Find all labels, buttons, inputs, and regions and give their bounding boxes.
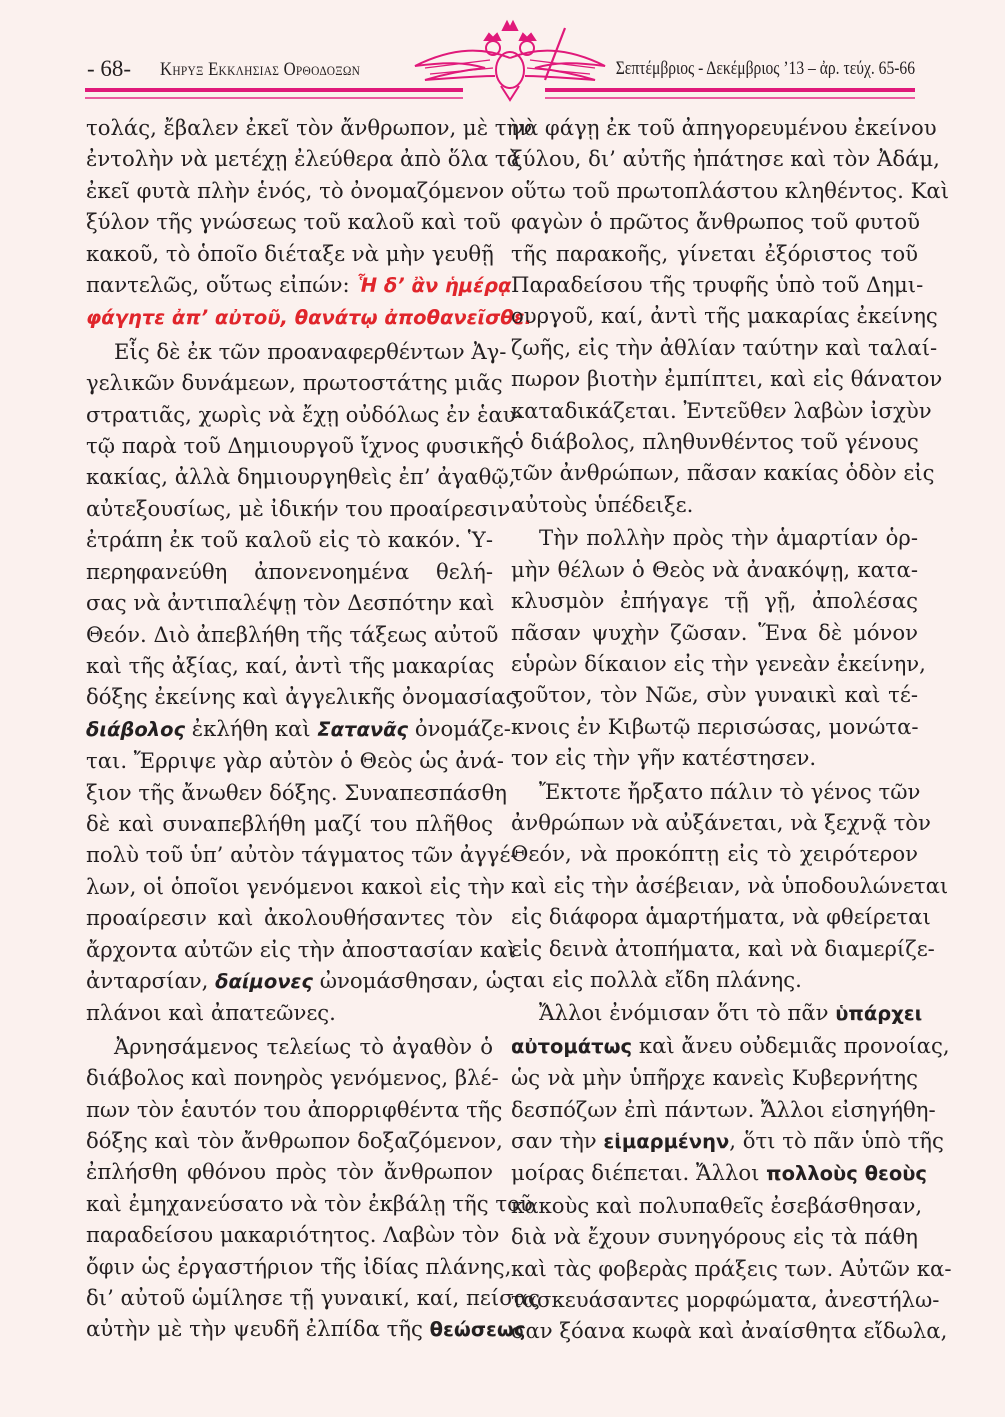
text-line: γελικῶν δυνάμεων, πρωτοστάτης μιᾶς	[86, 370, 503, 396]
paragraph	[511, 776, 949, 996]
emphasis-term: αὐτομάτως	[511, 1034, 633, 1058]
text-line: κακίας, ἀλλὰ δημιουργηθεὶς ἐπ’ ἀγαθῷ,	[86, 464, 516, 490]
text-line: ἐκεῖ φυτὰ πλὴν ἑνός, τὸ ὀνομαζόμενον	[86, 177, 505, 203]
emphasis-term: ὑπάρχει	[835, 1002, 923, 1026]
page-number: - 68-	[87, 56, 132, 81]
text-line: οὕτω τοῦ πρωτοπλάστου κληθέντος. Καὶ	[511, 177, 950, 203]
text-line	[86, 301, 532, 333]
text-line: ὄφιν ὡς ἐργαστήριον τῆς ἰδίας πλάνης,	[86, 1253, 512, 1279]
text-line: ὡς νὰ μὴν ὑπῆρχε κανεὶς Κυβερνήτης	[511, 1065, 918, 1091]
text-line: ξύλον τῆς γνώσεως τοῦ καλοῦ καὶ τοῦ	[86, 209, 501, 235]
emphasis-term: εἱμαρμένην	[603, 1130, 730, 1153]
text-line: ται. Ἔρριψε γὰρ αὐτὸν ὁ Θεὸς ὡς ἀνά-	[86, 748, 504, 774]
text-line: τοῦτον, τὸν Νῶε, σὺν γυναικὶ καὶ τέ-	[511, 682, 918, 708]
text-line: ἐντολὴν νὰ μετέχῃ ἐλεύθερα ἀπὸ ὅλα τὰ	[86, 146, 521, 172]
text-line: καὶ ἐμηχανεύσατο νὰ τὸν ἐκβάλῃ τῆς τοῦ	[86, 1190, 533, 1216]
text-line: Ἀρνησάμενος τελείως τὸ ἀγαθὸν ὁ	[114, 1033, 493, 1059]
text-line: ξύλου, δι’ αὐτῆς ἠπάτησε καὶ τὸν Ἀδάμ,	[511, 146, 940, 172]
text-line: καὶ εἰς τὴν ἀσέβειαν, νὰ ὑποδουλώνεται	[511, 872, 949, 898]
text-line: τῆς παρακοῆς, γίνεται ἐξόριστος τοῦ	[511, 240, 918, 266]
text-line: ουργοῦ, καί, ἀντὶ τῆς μακαρίας ἐκείνης	[511, 303, 938, 329]
text-line: παραδείσου μακαριότητος. Λαβὼν τὸν	[86, 1222, 500, 1248]
emphasis-term: δαίμονες	[215, 969, 313, 993]
paragraph	[511, 112, 950, 520]
paragraph	[511, 997, 952, 1346]
text-line: τῷ παρὰ τοῦ Δημιουργοῦ ἴχνος φυσικῆς	[86, 433, 515, 459]
text-line: περηφανεύθη ἀπονενοημένα θελή-	[86, 558, 493, 584]
paragraph	[511, 522, 926, 773]
text-line: πᾶσαν ψυχὴν ζῶσαν. Ἕνα δὲ μόνον	[511, 619, 918, 645]
text-line: Θεόν, νὰ προκόπτῃ εἰς τὸ χειρότερον	[511, 841, 918, 867]
text-line: δὲ καὶ συναπεβλήθη μαζί του πλῆθος	[86, 810, 493, 836]
text-line: πολὺ τοῦ ὑπ’ αὐτὸν τάγματος τῶν ἀγγέ-	[86, 842, 518, 868]
text-line	[86, 1313, 526, 1345]
text-line: εἰς δεινὰ ἀτοπήματα, καὶ νὰ διαμερίζε-	[511, 935, 935, 961]
right-column	[511, 112, 952, 1349]
journal-title: Κηρυξ Εκκλησιας Ορθοδοξων	[160, 59, 361, 80]
emphasis-term: Σατανᾶς	[317, 717, 409, 741]
double-headed-eagle-icon	[405, 18, 615, 103]
text-run: αὐτὴν μὲ τὴν ψευδῆ ἐλπίδα τῆς	[86, 1316, 430, 1342]
text-line	[511, 997, 923, 1029]
text-line: φαγὼν ὁ πρῶτος ἄνθρωπος τοῦ φυτοῦ	[511, 209, 921, 235]
text-line	[86, 269, 512, 301]
text-line: Θεόν. Διὸ ἀπεβλήθη τῆς τάξεως αὐτοῦ	[86, 621, 499, 647]
text-line: τολάς, ἔβαλεν ἐκεῖ τὸν ἄνθρωπον, μὲ τὴν	[86, 115, 533, 140]
text-line	[511, 1030, 950, 1062]
text-line	[511, 1157, 927, 1189]
text-run: μοίρας διέπεται. Ἄλλοι	[511, 1160, 767, 1186]
text-line: κακοῦ, τὸ ὁποῖο διέταξε νὰ μὴν γευθῇ	[86, 240, 494, 266]
text-line: ἀνθρώπων νὰ αὐξάνεται, νὰ ξεχνᾷ τὸν	[511, 809, 931, 835]
text-line: νὰ φάγῃ ἐκ τοῦ ἀπηγορευμένου ἐκείνου	[511, 115, 937, 140]
text-line: δεσπόζων ἐπὶ πάντων. Ἄλλοι εἰσηγήθη-	[511, 1096, 936, 1122]
text-line: πλάνοι καὶ ἀπατεῶνες.	[86, 1000, 336, 1026]
text-line: εἰς διάφορα ἁμαρτήματα, νὰ φθείρεται	[511, 904, 931, 930]
text-run: ὠνομάσθησαν, ὡς	[312, 967, 515, 993]
text-line: κλυσμὸν ἐπήγαγε τῇ γῇ, ἀπολέσας	[511, 588, 918, 614]
text-line: διάβολος καὶ πονηρὸς γενόμενος, βλέ-	[86, 1065, 499, 1091]
text-run: παντελῶς, οὕτως εἰπών:	[86, 272, 350, 298]
text-line: ται εἰς πολλὰ εἴδη πλάνης.	[511, 966, 802, 992]
text-line: δι’ αὐτοῦ ὡμίλησε τῇ γυναικί, καί, πείσας	[86, 1285, 540, 1311]
text-line: δόξης καὶ τὸν ἄνθρωπον δοξαζόμενον,	[86, 1128, 503, 1153]
text-line: διὰ νὰ ἔχουν συνηγόρους εἰς τὰ πάθη	[511, 1224, 918, 1250]
scripture-quote: Ἧ δ’ ἂν ἡμέρᾳ	[356, 274, 512, 298]
text-line: ζωῆς, εἰς τὴν ἀθλίαν ταύτην καὶ ταλαί-	[511, 334, 938, 360]
emphasis-term: διάβολος	[86, 717, 186, 741]
text-run: ἐκλήθη καὶ	[185, 715, 318, 741]
paragraph	[86, 1031, 540, 1346]
text-line: τῶν ἀνθρώπων, πᾶσαν κακίας ὁδὸν εἰς	[511, 460, 935, 486]
text-line	[86, 713, 511, 745]
text-line	[86, 965, 515, 997]
text-line: προαίρεσιν καὶ ἀκολουθήσαντες τὸν	[86, 905, 493, 931]
text-line: πων τὸν ἑαυτόν του ἀπορριφθέντα τῆς	[86, 1096, 503, 1122]
text-line: Εἷς δὲ ἐκ τῶν προαναφερθέντων Ἀγ-	[114, 338, 507, 364]
text-line: κνοις ἐν Κιβωτῷ περισώσας, μονώτα-	[511, 713, 919, 739]
text-run: καὶ ἄνευ οὐδεμιᾶς προνοίας,	[632, 1032, 950, 1058]
text-line: ἄρχοντα αὐτῶν εἰς τὴν ἀποστασίαν καὶ	[86, 936, 516, 962]
text-line: καταδικάζεται. Ἐντεῦθεν λαβὼν ἰσχὺν	[511, 397, 932, 423]
text-line: σαν ξόανα κωφὰ καὶ ἀναίσθητα εἴδωλα,	[511, 1318, 948, 1344]
text-line: ὁ διάβολος, πληθυνθέντος τοῦ γένους	[511, 429, 919, 455]
text-line: δόξης ἐκείνης καὶ ἀγγελικῆς ὀνομασίας,	[86, 684, 525, 710]
emphasis-term: πολλοὺς θεοὺς	[766, 1162, 927, 1186]
text-line: σας νὰ ἀντιπαλέψῃ τὸν Δεσπότην καὶ	[86, 590, 495, 616]
text-run: , ὅτι τὸ πᾶν ὑπὸ τῆς	[729, 1128, 944, 1153]
text-line: Παραδείσου τῆς τρυφῆς ὑπὸ τοῦ Δημι-	[511, 272, 924, 298]
paragraph	[86, 112, 533, 334]
text-line: καὶ τῆς ἀξίας, καί, ἀντὶ τῆς μακαρίας	[86, 652, 495, 678]
text-line: ἐπλήσθη φθόνου πρὸς τὸν ἄνθρωπον	[86, 1159, 493, 1185]
issue-info: Σεπτέμβριος - Δεκέμβριος ’13 – ἀρ. τεύχ. 65-66	[615, 58, 915, 79]
text-line: ξιον τῆς ἄνωθεν δόξης. Συναπεσπάσθη	[86, 779, 507, 805]
scripture-quote: φάγητε ἀπ’ αὐτοῦ, θανάτῳ ἀποθανεῖσθε.	[86, 306, 532, 330]
text-line: μὴν θέλων ὁ Θεὸς νὰ ἀνακόψῃ, κατα-	[511, 556, 918, 582]
text-line: καὶ τὰς φοβερὰς πράξεις των. Αὐτῶν κα-	[511, 1255, 952, 1281]
text-line: ἐτράπη ἐκ τοῦ καλοῦ εἰς τὸ κακόν. Ὑ-	[86, 527, 493, 553]
text-run: Ἄλλοι ἐνόμισαν ὅτι τὸ πᾶν	[539, 1000, 836, 1026]
paragraph	[86, 336, 525, 1029]
text-line: εὑρὼν δίκαιον εἰς τὴν γενεὰν ἐκείνην,	[511, 650, 926, 676]
text-line: αὐτοὺς ὑπέδειξε.	[511, 491, 694, 517]
text-line: Τὴν πολλὴν πρὸς τὴν ἁμαρτίαν ὁρ-	[539, 525, 918, 551]
text-line: λων, οἱ ὁποῖοι γενόμενοι κακοὶ εἰς τὴν	[86, 873, 505, 899]
text-line: τασκευάσαντες μορφώματα, ἀνεστήλω-	[511, 1287, 940, 1313]
text-run: σαν τὴν	[511, 1128, 604, 1153]
text-run: ἀνταρσίαν,	[86, 967, 216, 993]
emphasis-term: θεώσεως	[429, 1318, 526, 1342]
text-line: κακοὺς καὶ πολυπαθεῖς ἐσεβάσθησαν,	[511, 1192, 923, 1218]
text-line: στρατιᾶς, χωρὶς νὰ ἔχῃ οὐδόλως ἐν ἑαυ-	[86, 401, 523, 427]
text-line: πωρον βιοτὴν ἐμπίπτει, καὶ εἰς θάνατον	[511, 366, 943, 392]
text-line: τον εἰς τὴν γῆν κατέστησεν.	[511, 745, 817, 771]
text-line: Ἔκτοτε ἤρξατο πάλιν τὸ γένος τῶν	[539, 778, 921, 804]
text-line: αὐτεξουσίως, μὲ ἰδικήν του προαίρεσιν	[86, 495, 511, 521]
text-run: ὀνομάζε-	[408, 715, 511, 741]
text-line	[511, 1125, 944, 1157]
left-column	[86, 112, 540, 1348]
